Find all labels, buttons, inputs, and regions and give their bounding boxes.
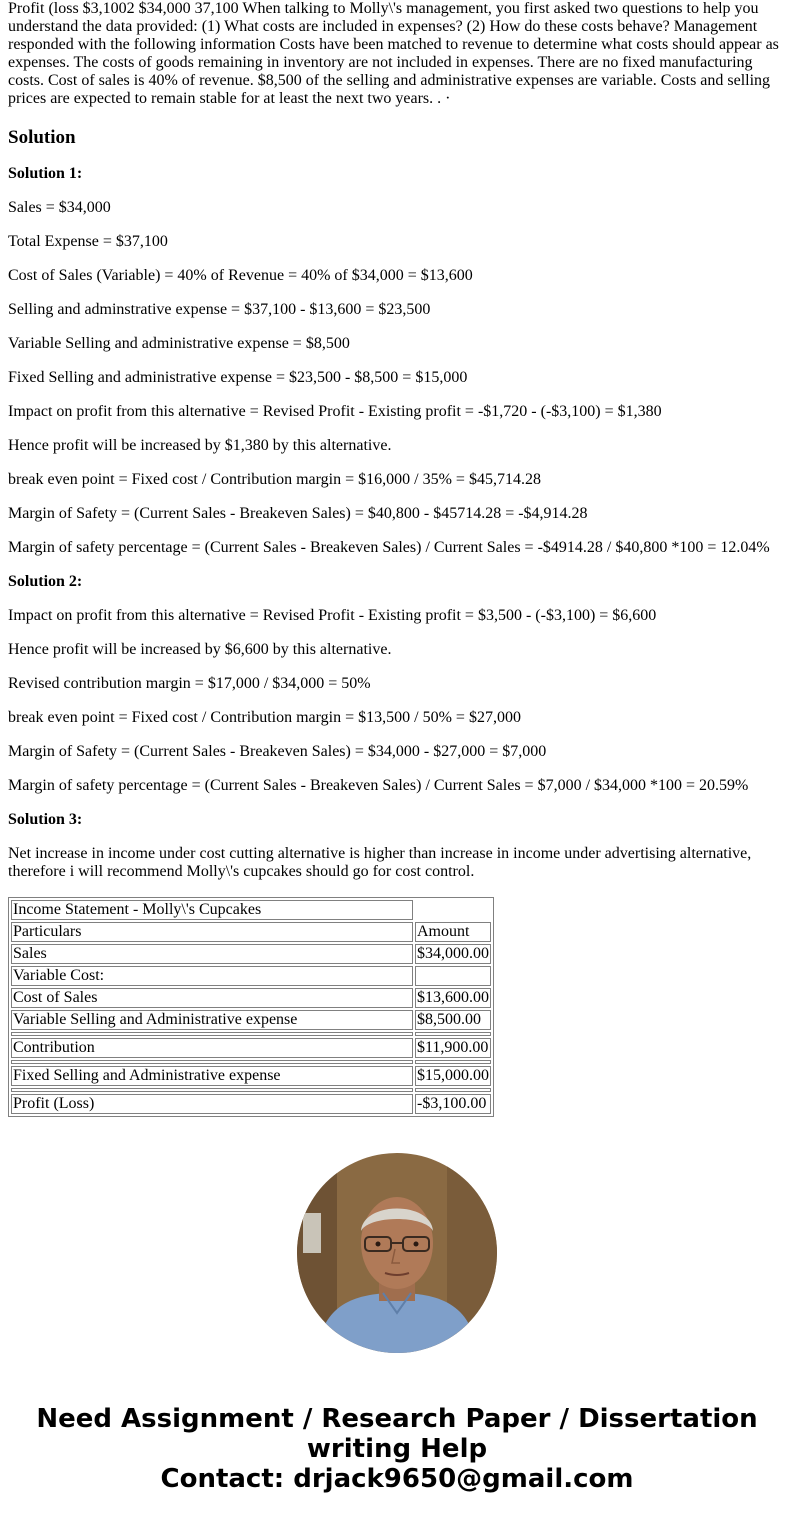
solution-2-line: Margin of safety percentage = (Current Sales - Breakeven Sales) / Current Sales = $7,000 / $34,000 *100 = 20.59%	[8, 777, 749, 794]
spacer-cell	[415, 1088, 491, 1092]
solution-1-line: Hence profit will be increased by $1,380 by this alternative.	[8, 437, 392, 454]
row-label: Fixed Selling and Administrative expense	[11, 1066, 413, 1086]
solution-1-line: Fixed Selling and administrative expense = $23,500 - $8,500 = $15,000	[8, 369, 468, 386]
solution-1-line: Cost of Sales (Variable) = 40% of Revenue = 40% of $34,000 = $13,600	[8, 267, 473, 284]
table-spacer-row	[11, 1088, 491, 1092]
spacer-cell	[11, 1032, 413, 1036]
row-amount: $13,600.00	[417, 989, 489, 1006]
row-label: Variable Selling and Administrative expense	[11, 1010, 413, 1030]
table-title: Income Statement - Molly\'s Cupcakes	[11, 900, 413, 920]
solution-2-line: Revised contribution margin = $17,000 / $34,000 = 50%	[8, 675, 371, 692]
document-body	[8, 0, 786, 1117]
row-amount: -$3,100.00	[415, 1094, 491, 1114]
solution-1-line: Sales = $34,000	[8, 199, 111, 216]
row-amount: $11,900.00	[415, 1038, 491, 1058]
solution-2-line: Margin of Safety = (Current Sales - Breakeven Sales) = $34,000 - $27,000 = $7,000	[8, 743, 547, 760]
row-amount: $8,500.00	[415, 1010, 491, 1030]
row-amount	[415, 966, 491, 986]
table-row	[11, 1094, 491, 1114]
help-line-2: writing Help	[306, 1434, 488, 1464]
row-amount: $34,000.00	[417, 945, 489, 962]
spacer-cell	[11, 1060, 413, 1064]
help-contact: Contact: drjack9650@gmail.com	[160, 1464, 634, 1494]
solution-heading: Solution	[8, 127, 76, 148]
solution-2-line: break even point = Fixed cost / Contribution margin = $13,500 / 50% = $27,000	[8, 709, 521, 726]
solution-2-line: Impact on profit from this alternative = Revised Profit - Existing profit = $3,500 - (-$3,100) = $6,600	[8, 607, 657, 624]
header-particulars: Particulars	[11, 922, 413, 942]
row-label: Sales	[11, 944, 413, 964]
table-row	[11, 966, 491, 986]
spacer-cell	[11, 1088, 413, 1092]
solution-1-line: break even point = Fixed cost / Contribution margin = $16,000 / 35% = $45,714.28	[8, 471, 541, 488]
solution-1-line: Variable Selling and administrative expense = $8,500	[8, 335, 350, 352]
solution-1-line: Total Expense = $37,100	[8, 233, 168, 250]
header-amount: Amount	[415, 922, 491, 942]
table-row	[11, 1038, 491, 1058]
table-row	[11, 944, 491, 964]
solution-2-heading: Solution 2:	[8, 573, 83, 590]
solution-2-line: Hence profit will be increased by $6,600 by this alternative.	[8, 641, 392, 658]
table-row	[11, 922, 491, 942]
solution-1-heading: Solution 1:	[8, 165, 83, 182]
table-spacer-row	[11, 1060, 491, 1064]
table-cell-empty	[415, 900, 491, 920]
row-label: Cost of Sales	[11, 988, 413, 1008]
avatar-portrait	[297, 1153, 497, 1353]
solution-1-line: Margin of Safety = (Current Sales - Breakeven Sales) = $40,800 - $45714.28 = -$4,914.28	[8, 505, 588, 522]
solution-3-heading: Solution 3:	[8, 811, 83, 828]
row-label: Variable Cost:	[11, 966, 413, 986]
solution-3-text: Net increase in income under cost cutting alternative is higher than increase in income under advertising alternative, therefore i will recommend Molly\'s cupcakes should go for cost control.	[8, 845, 752, 880]
table-row	[11, 1010, 491, 1030]
row-label: Profit (Loss)	[11, 1094, 413, 1114]
spacer-cell	[415, 1060, 491, 1064]
spacer-cell	[415, 1032, 491, 1036]
help-banner	[0, 1404, 794, 1494]
solution-1-line: Selling and adminstrative expense = $37,100 - $13,600 = $23,500	[8, 301, 431, 318]
help-line-1: Need Assignment / Research Paper / Dissertation	[36, 1404, 758, 1434]
solution-1-line: Margin of safety percentage = (Current Sales - Breakeven Sales) / Current Sales = -$4914.28 / $40,800 *100 = 12.04%	[8, 539, 770, 556]
income-statement-table	[8, 897, 494, 1117]
row-amount: $15,000.00	[417, 1067, 489, 1084]
intro-paragraph: Profit (loss $3,1002 $34,000 37,100 When talking to Molly\'s management, you first asked two questions to help you understand the data provided: (1) What costs are included in expenses? (2) How do these costs behave? Management responded with the following information Costs have been matched to revenue to determine what costs should appear as expenses. The costs of goods remaining in inventory are not included in expenses. There are no fixed manufacturing costs. Cost of sales is 40% of revenue. $8,500 of the selling and administrative expenses are variable. Costs and selling prices are expected to remain stable for at least the next two years. . ·	[8, 0, 779, 107]
table-row	[11, 988, 491, 1008]
table-spacer-row	[11, 1032, 491, 1036]
solution-1-line: Impact on profit from this alternative = Revised Profit - Existing profit = -$1,720 - (-$3,100) = $1,380	[8, 403, 662, 420]
table-row	[11, 1066, 491, 1086]
row-label: Contribution	[11, 1038, 413, 1058]
table-row	[11, 900, 491, 920]
avatar	[297, 1153, 497, 1353]
